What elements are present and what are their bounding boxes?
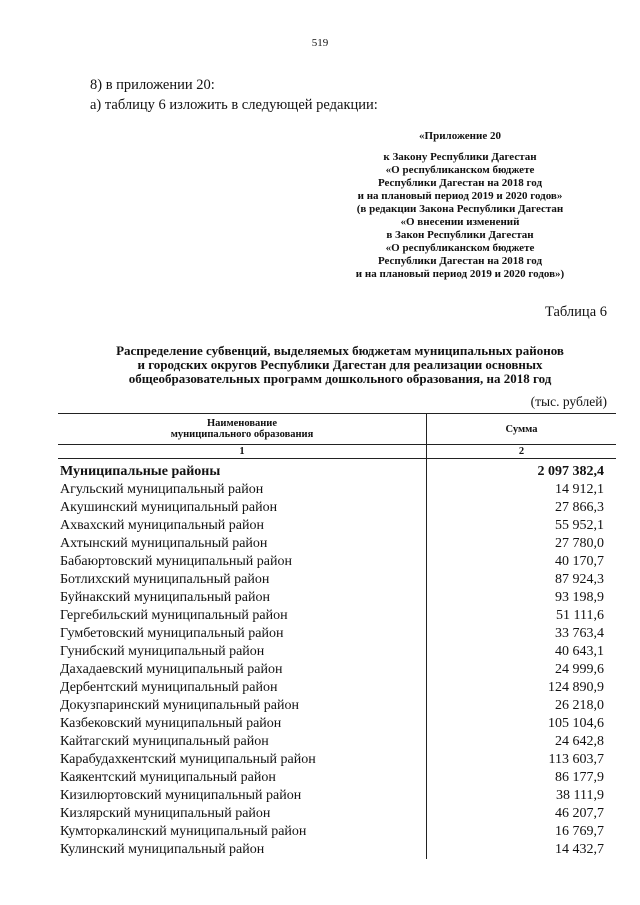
row-value: 124 890,9 [548, 680, 604, 695]
row-name: Казбековский муниципальный район [58, 715, 427, 733]
row-name: Дахадаевский муниципальный район [58, 661, 427, 679]
row-name: Кумторкалинский муниципальный район [58, 823, 427, 841]
table-title-line-2: и городских округов Республики Дагестан для реализации основных [137, 357, 543, 372]
subventions-table [58, 413, 616, 859]
column-header-name-line-2: муниципального образования [170, 429, 314, 440]
column-number-1: 1 [58, 445, 427, 459]
row-name: Кизлярский муниципальный район [58, 805, 427, 823]
row-name: Кулинский муниципальный район [58, 841, 427, 859]
table-row [58, 751, 616, 769]
table-row [58, 661, 616, 679]
appendix-line: «О внесении изменений [400, 216, 520, 228]
appendix-line: «О республиканском бюджете [385, 242, 535, 254]
row-name: Гунибский муниципальный район [58, 643, 427, 661]
row-value: 40 170,7 [555, 554, 604, 569]
appendix-title: «Приложение 20 [419, 130, 501, 142]
table-row [58, 517, 616, 535]
column-header-name-line-1: Наименование [207, 418, 277, 429]
row-name: Агульский муниципальный район [58, 481, 427, 499]
row-name: Ахвахский муниципальный район [58, 517, 427, 535]
table-row [58, 787, 616, 805]
row-value: 27 866,3 [555, 500, 604, 515]
row-name: Карабудахкентский муниципальный район [58, 751, 427, 769]
table-row [58, 841, 616, 859]
intro-line-1: 8) в приложении 20: [90, 77, 215, 93]
row-value: 2 097 382,4 [537, 464, 604, 479]
row-value: 33 763,4 [555, 626, 604, 641]
column-number-2: 2 [427, 445, 617, 459]
row-name: Муниципальные районы [58, 459, 427, 482]
row-value: 14 912,1 [555, 482, 604, 497]
table-row [58, 769, 616, 787]
intro-line-2: а) таблицу 6 изложить в следующей редакции: [90, 97, 378, 113]
row-value: 105 104,6 [548, 716, 604, 731]
page-number: 519 [311, 37, 329, 49]
appendix-line: и на плановый период 2019 и 2020 годов») [355, 268, 565, 280]
table-title-line-3: общеобразовательных программ дошкольного образования, на 2018 год [128, 371, 552, 386]
table-row [58, 715, 616, 733]
table-body [58, 459, 616, 860]
column-header-sum: Сумма [427, 414, 617, 445]
table-title [40, 344, 640, 386]
row-value: 86 177,9 [555, 770, 604, 785]
table-row [58, 733, 616, 751]
table-total-row [58, 459, 616, 482]
table-number: Таблица 6 [544, 304, 607, 320]
table-row [58, 535, 616, 553]
appendix-line: и на плановый период 2019 и 2020 годов» [357, 190, 563, 202]
row-value: 16 769,7 [555, 824, 604, 839]
table-row [58, 823, 616, 841]
appendix-line: в Закон Республики Дагестан [386, 229, 534, 241]
row-value: 38 111,9 [556, 788, 604, 803]
appendix-line: Республики Дагестан на 2018 год [377, 255, 543, 267]
row-name: Акушинский муниципальный район [58, 499, 427, 517]
column-header-name [58, 414, 427, 445]
row-value: 26 218,0 [555, 698, 604, 713]
row-value: 46 207,7 [555, 806, 604, 821]
row-name: Бабаюртовский муниципальный район [58, 553, 427, 571]
row-name: Гумбетовский муниципальный район [58, 625, 427, 643]
row-name: Ахтынский муниципальный район [58, 535, 427, 553]
row-name: Ботлихский муниципальный район [58, 571, 427, 589]
units-label: (тыс. рублей) [530, 394, 607, 409]
table-row [58, 805, 616, 823]
row-name: Каякентский муниципальный район [58, 769, 427, 787]
table-row [58, 643, 616, 661]
row-value: 40 643,1 [555, 644, 604, 659]
appendix-line: (в редакции Закона Республики Дагестан [356, 203, 564, 215]
appendix-line: «О республиканском бюджете [385, 164, 535, 176]
table-title-line-1: Распределение субвенций, выделяемых бюджетам муниципальных районов [116, 343, 564, 358]
appendix-line: Республики Дагестан на 2018 год [377, 177, 543, 189]
row-value: 93 198,9 [555, 590, 604, 605]
row-value: 14 432,7 [555, 842, 604, 857]
row-value: 113 603,7 [548, 752, 604, 767]
row-name: Докузпаринский муниципальный район [58, 697, 427, 715]
row-value: 24 999,6 [555, 662, 604, 677]
row-value: 24 642,8 [555, 734, 604, 749]
table-row [58, 607, 616, 625]
table-row [58, 553, 616, 571]
table-row [58, 571, 616, 589]
column-numbers-row [58, 445, 616, 459]
table-row [58, 589, 616, 607]
table-row [58, 625, 616, 643]
row-name: Кизилюртовский муниципальный район [58, 787, 427, 805]
row-name: Дербентский муниципальный район [58, 679, 427, 697]
appendix-line: к Закону Республики Дагестан [383, 151, 537, 163]
row-value: 55 952,1 [555, 518, 604, 533]
row-name: Буйнакский муниципальный район [58, 589, 427, 607]
table-row [58, 679, 616, 697]
row-value: 87 924,3 [555, 572, 604, 587]
row-value: 27 780,0 [555, 536, 604, 551]
row-name: Гергебильский муниципальный район [58, 607, 427, 625]
table-row [58, 481, 616, 499]
table-header-row [58, 414, 616, 445]
row-name: Кайтагский муниципальный район [58, 733, 427, 751]
row-value: 51 111,6 [556, 608, 604, 623]
table-row [58, 499, 616, 517]
table-row [58, 697, 616, 715]
appendix-header [310, 130, 610, 281]
